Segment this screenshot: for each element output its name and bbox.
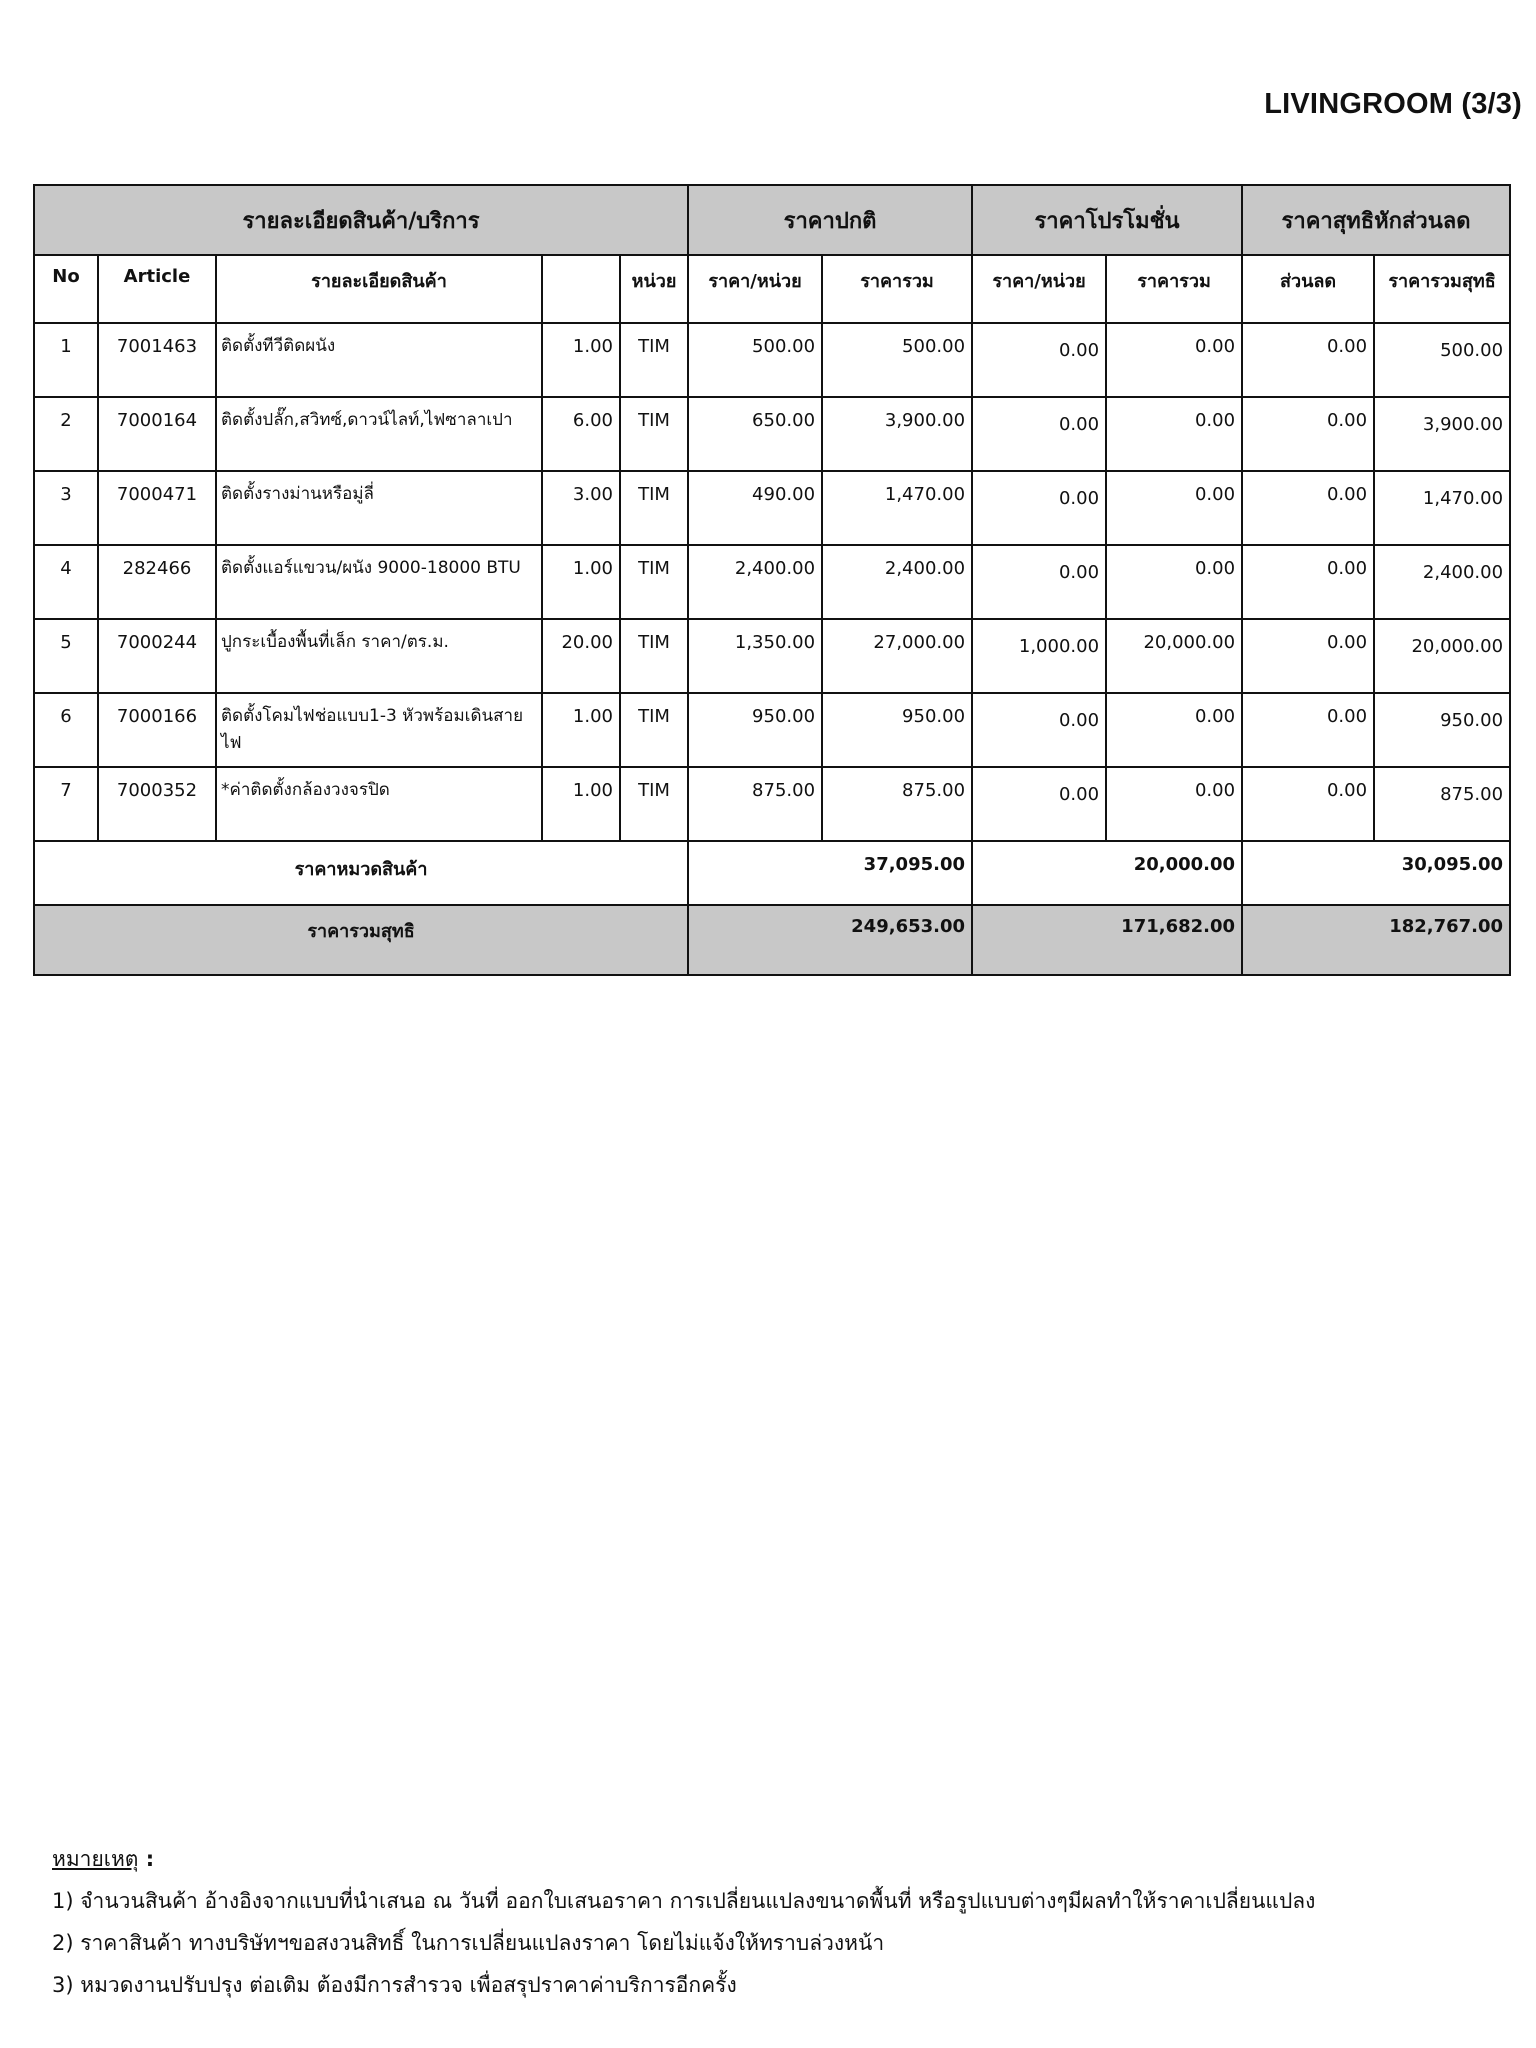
group-net-header: ราคาสุทธิหักส่วนลด [1242, 185, 1510, 255]
item-article: 7000352 [98, 767, 216, 841]
item-promo-total: 0.00 [1106, 323, 1242, 397]
item-article: 7000166 [98, 693, 216, 767]
col-article-header: Article [98, 255, 216, 323]
col-promo-total-header: ราคารวม [1106, 255, 1242, 323]
grand-total-label: ราคารวมสุทธิ [34, 905, 688, 975]
col-discount-header: ส่วนลด [1242, 255, 1374, 323]
item-desc: ปูกระเบื้องพื้นที่เล็ก ราคา/ตร.ม. [216, 619, 542, 693]
grand-total-promo: 171,682.00 [972, 905, 1242, 975]
item-unit: TIM [620, 471, 688, 545]
notes-heading-line [52, 1838, 1315, 1880]
note-line: 1) จำนวนสินค้า อ้างอิงจากแบบที่นำเสนอ ณ วันที่ ออกใบเสนอราคา การเปลี่ยนแปลงขนาดพื้นที่ หรือรูปแบบต่างๆมีผลทำให้ราคาเปลี่ยนแปลง [52, 1889, 1316, 1913]
item-qty: 1.00 [542, 693, 620, 767]
item-promo-unit: 1,000.00 [972, 619, 1106, 693]
item-normal-unit: 950.00 [688, 693, 822, 767]
item-normal-total: 875.00 [822, 767, 972, 841]
subtotal-label: ราคาหมวดสินค้า [34, 841, 688, 905]
item-desc: ติดตั้งทีวีติดผนัง [216, 323, 542, 397]
item-article: 7000471 [98, 471, 216, 545]
col-normal-unit-header: ราคา/หน่วย [688, 255, 822, 323]
item-net-total: 500.00 [1374, 323, 1510, 397]
table-row [34, 323, 1510, 397]
subtotal-row [34, 841, 1510, 905]
col-desc-header: รายละเอียดสินค้า [216, 255, 542, 323]
item-article: 282466 [98, 545, 216, 619]
grand-total-row [34, 905, 1510, 975]
item-net-total: 1,470.00 [1374, 471, 1510, 545]
table-row [34, 619, 1510, 693]
notes-colon: : [138, 1847, 155, 1871]
col-net-total-header: ราคารวมสุทธิ [1374, 255, 1510, 323]
column-header-row [34, 255, 1510, 323]
item-qty: 20.00 [542, 619, 620, 693]
item-net-total: 3,900.00 [1374, 397, 1510, 471]
notes-heading: หมายเหตุ [52, 1847, 139, 1871]
item-desc: ติดตั้งปลั๊ก,สวิทซ์,ดาวน์ไลท์,ไฟซาลาเปา [216, 397, 542, 471]
item-qty: 1.00 [542, 767, 620, 841]
item-normal-total: 2,400.00 [822, 545, 972, 619]
quotation-table [33, 184, 1511, 976]
table-row [34, 471, 1510, 545]
item-no: 5 [34, 619, 98, 693]
item-qty: 1.00 [542, 545, 620, 619]
item-normal-total: 1,470.00 [822, 471, 972, 545]
item-qty: 1.00 [542, 323, 620, 397]
item-normal-unit: 500.00 [688, 323, 822, 397]
item-promo-total: 0.00 [1106, 767, 1242, 841]
group-promo-header: ราคาโปรโมชั่น [972, 185, 1242, 255]
table-row [34, 693, 1510, 767]
item-qty: 6.00 [542, 397, 620, 471]
item-article: 7001463 [98, 323, 216, 397]
item-promo-total: 0.00 [1106, 397, 1242, 471]
item-normal-unit: 490.00 [688, 471, 822, 545]
item-normal-unit: 2,400.00 [688, 545, 822, 619]
item-promo-total: 0.00 [1106, 693, 1242, 767]
table-row [34, 767, 1510, 841]
item-discount: 0.00 [1242, 619, 1374, 693]
item-qty: 3.00 [542, 471, 620, 545]
note-line: 3) หมวดงานปรับปรุง ต่อเติม ต้องมีการสำรวจ เพื่อสรุปราคาค่าบริการอีกครั้ง [52, 1973, 737, 1997]
item-net-total: 875.00 [1374, 767, 1510, 841]
item-no: 6 [34, 693, 98, 767]
item-no: 3 [34, 471, 98, 545]
item-discount: 0.00 [1242, 545, 1374, 619]
item-desc: ติดตั้งรางม่านหรือมู่ลี่ [216, 471, 542, 545]
item-article: 7000164 [98, 397, 216, 471]
item-net-total: 2,400.00 [1374, 545, 1510, 619]
subtotal-net: 30,095.00 [1242, 841, 1510, 905]
subtotal-promo: 20,000.00 [972, 841, 1242, 905]
note-line: 2) ราคาสินค้า ทางบริษัทฯขอสงวนสิทธิ์ ในการเปลี่ยนแปลงราคา โดยไม่แจ้งให้ทราบล่วงหน้า [52, 1931, 885, 1955]
col-unit-header: หน่วย [620, 255, 688, 323]
group-header-row [34, 185, 1510, 255]
item-unit: TIM [620, 397, 688, 471]
item-no: 1 [34, 323, 98, 397]
item-promo-unit: 0.00 [972, 767, 1106, 841]
grand-total-normal: 249,653.00 [688, 905, 972, 975]
item-promo-unit: 0.00 [972, 323, 1106, 397]
item-no: 4 [34, 545, 98, 619]
item-article: 7000244 [98, 619, 216, 693]
item-promo-unit: 0.00 [972, 397, 1106, 471]
item-no: 2 [34, 397, 98, 471]
item-net-total: 20,000.00 [1374, 619, 1510, 693]
item-unit: TIM [620, 767, 688, 841]
item-unit: TIM [620, 619, 688, 693]
item-unit: TIM [620, 693, 688, 767]
item-normal-total: 27,000.00 [822, 619, 972, 693]
item-promo-total: 20,000.00 [1106, 619, 1242, 693]
item-desc: ติดตั้งแอร์แขวน/ผนัง 9000-18000 BTU [216, 545, 542, 619]
item-promo-unit: 0.00 [972, 471, 1106, 545]
item-desc: ติดตั้งโคมไฟช่อแบบ1-3 หัวพร้อมเดินสายไฟ [216, 693, 542, 767]
item-no: 7 [34, 767, 98, 841]
col-qty-header [542, 255, 620, 323]
item-promo-unit: 0.00 [972, 545, 1106, 619]
item-normal-unit: 1,350.00 [688, 619, 822, 693]
col-no-header: No [34, 255, 98, 323]
item-unit: TIM [620, 545, 688, 619]
item-normal-unit: 650.00 [688, 397, 822, 471]
item-desc: *ค่าติดตั้งกล้องวงจรปิด [216, 767, 542, 841]
item-net-total: 950.00 [1374, 693, 1510, 767]
item-discount: 0.00 [1242, 471, 1374, 545]
page-title: LIVINGROOM (3/3) [1264, 88, 1522, 120]
table-row [34, 397, 1510, 471]
grand-total-net: 182,767.00 [1242, 905, 1510, 975]
item-promo-total: 0.00 [1106, 545, 1242, 619]
col-promo-unit-header: ราคา/หน่วย [972, 255, 1106, 323]
item-normal-total: 3,900.00 [822, 397, 972, 471]
item-normal-unit: 875.00 [688, 767, 822, 841]
item-unit: TIM [620, 323, 688, 397]
item-promo-total: 0.00 [1106, 471, 1242, 545]
item-normal-total: 500.00 [822, 323, 972, 397]
item-discount: 0.00 [1242, 767, 1374, 841]
item-discount: 0.00 [1242, 323, 1374, 397]
notes-section [52, 1838, 1315, 2006]
col-normal-total-header: ราคารวม [822, 255, 972, 323]
group-desc-header: รายละเอียดสินค้า/บริการ [34, 185, 688, 255]
item-promo-unit: 0.00 [972, 693, 1106, 767]
item-discount: 0.00 [1242, 397, 1374, 471]
table-row [34, 545, 1510, 619]
item-normal-total: 950.00 [822, 693, 972, 767]
subtotal-normal: 37,095.00 [688, 841, 972, 905]
item-discount: 0.00 [1242, 693, 1374, 767]
group-normal-header: ราคาปกติ [688, 185, 972, 255]
